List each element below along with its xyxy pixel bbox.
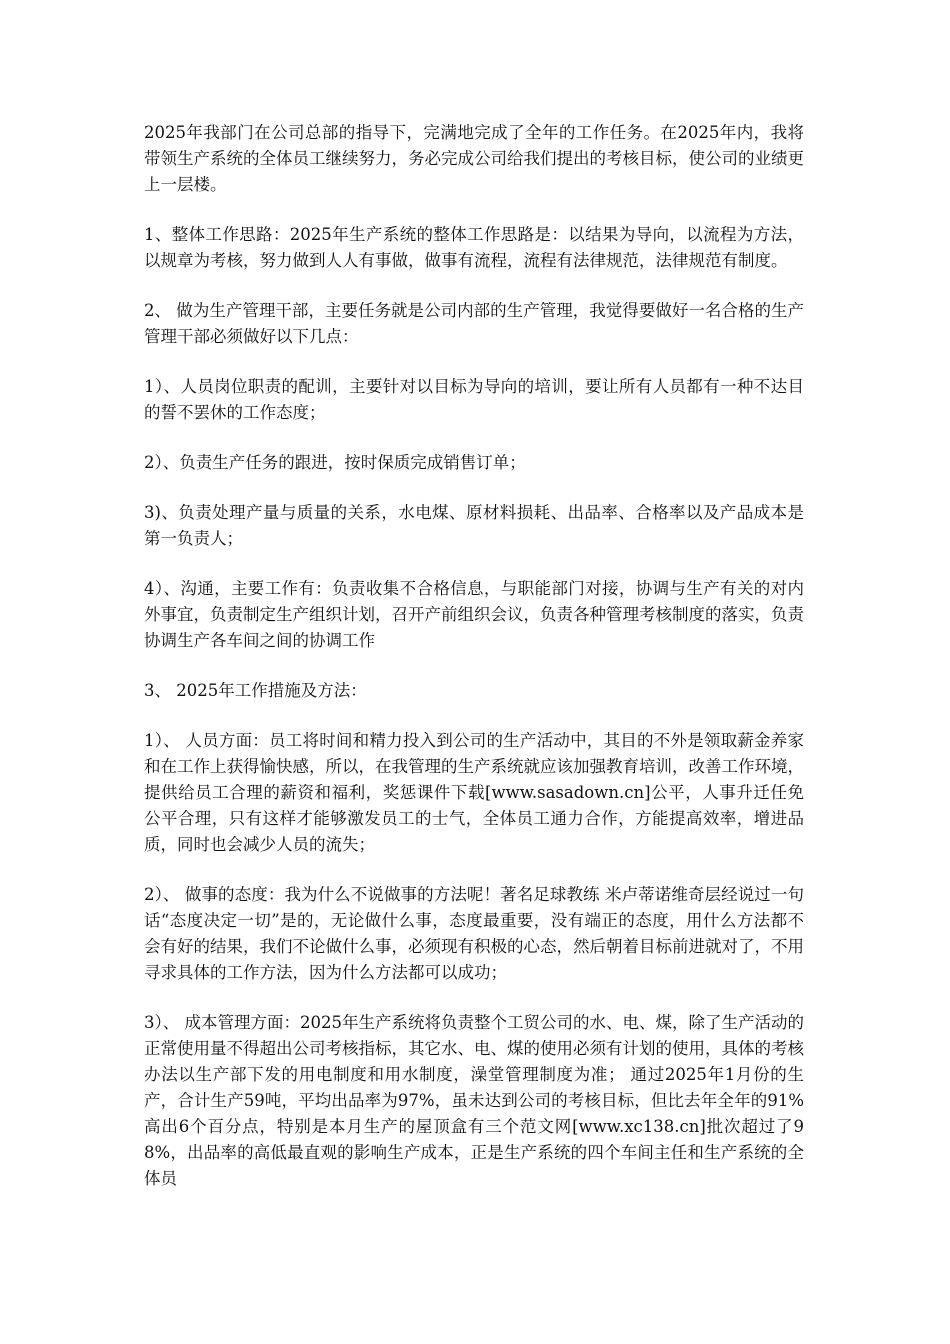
- paragraph-personnel: 1）、 人员方面：员工将时间和精力投入到公司的生产活动中，其目的不外是领取薪金养家和在工作上获得愉快感，所以，在我管理的生产系统就应该加强教育培训，改善工作环境，提供给员工合理的薪资和福利，奖惩课件下载[www.sasadown.cn]公平，人事升迁任免公平合理，只有这样才能够激发员工的士气，全体员工通力合作，方能提高效率，增进品质，同时也会减少人员的流失；: [144, 731, 804, 854]
- paragraph-measures-heading: 3、 2025年工作措施及方法：: [144, 681, 367, 700]
- paragraph-main-tasks: 2、 做为生产管理干部，主要任务就是公司内部的生产管理，我觉得要做好一名合格的生产管理干部必须做好以下几点：: [144, 301, 804, 346]
- paragraph-overall-approach: 1、整体工作思路：2025年生产系统的整体工作思路是：以结果为导向，以流程为方法，以规章为考核，努力做到人人有事做，做事有流程，流程有法律规范，法律规范有制度。: [144, 225, 804, 270]
- paragraph-task-communication: 4）、沟通，主要工作有：负责收集不合格信息，与职能部门对接，协调与生产有关的对内外事宜，负责制定生产组织计划，召开产前组织会议，负责各种管理考核制度的落实，负责协调生产各车间之间的协调工作: [144, 579, 804, 650]
- paragraph-task-quality: 3)、负责处理产量与质量的关系，水电煤、原材料损耗、出品率、合格率以及产品成本是第一负责人；: [144, 503, 804, 548]
- paragraph-attitude: 2）、 做事的态度：我为什么不说做事的方法呢！著名足球教练 米卢蒂诺维奇层经说过一句话“态度决定一切”是的，无论做什么事，态度最重要，没有端正的态度，用什么方法都不会有好的结果，我们不论做什么事，必须现有积极的心态，然后朝着目标前进就对了，不用寻求具体的工作方法，因为什么方法都可以成功；: [144, 885, 804, 982]
- paragraph-intro: 2025年我部门在公司总部的指导下，完满地完成了全年的工作任务。在2025年内，我将带领生产系统的全体员工继续努力，务必完成公司给我们提出的考核目标，使公司的业绩更上一层楼。: [144, 123, 804, 194]
- paragraph-task-orders: 2）、负责生产任务的跟进，按时保质完成销售订单；: [144, 453, 526, 472]
- paragraph-cost-management: 3）、 成本管理方面：2025年生产系统将负责整个工贸公司的水、电、煤，除了生产活动的正常使用量不得超出公司考核指标，其它水、电、煤的使用必须有计划的使用，具体的考核办法以生产部下发的用电制度和用水制度，澡堂管理制度为准； 通过2025年1月份的生产，合计生产59吨，平均出品率为97%，虽未达到公司的考核目标，但比去年全年的91%高出6个百分点，特别是本月生产的屋顶盒有三个范文网[www.xc138.cn]批次超过了98%，出品率的高低最直观的影响生产成本，正是生产系统的四个车间主任和生产系统的全体员: [144, 1013, 804, 1188]
- document-body: [144, 120, 804, 1216]
- paragraph-task-training: 1）、人员岗位职责的配训，主要针对以目标为导向的培训，要让所有人员都有一种不达目的誓不罢休的工作态度；: [144, 377, 804, 422]
